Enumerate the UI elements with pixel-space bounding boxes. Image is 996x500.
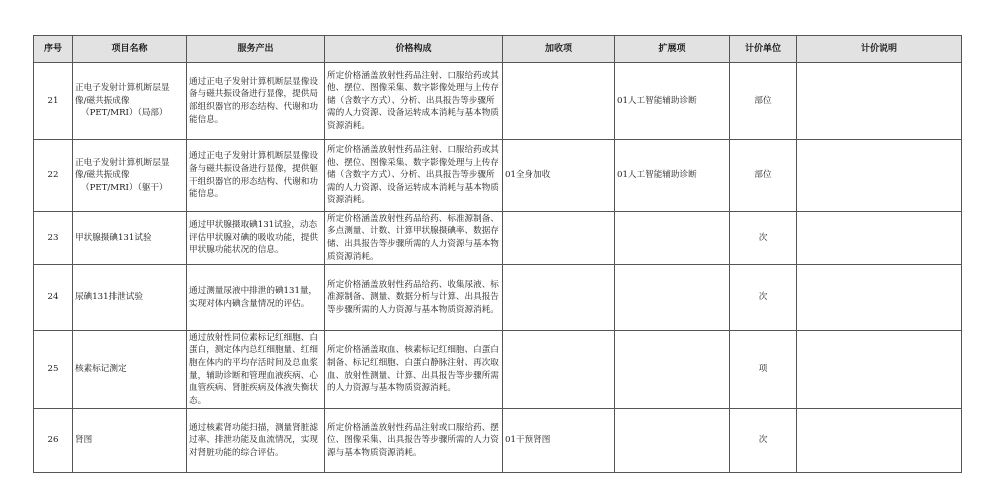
row-no: 23 bbox=[34, 212, 73, 265]
pricing-table bbox=[33, 35, 962, 473]
row-extra: 01干预肾图 bbox=[503, 409, 615, 473]
row-unit: 部位 bbox=[730, 140, 797, 212]
row-note bbox=[797, 331, 962, 409]
header-cell-unit: 计价单位 bbox=[730, 36, 797, 63]
row-name-line: 正电子发射计算机断层显 bbox=[75, 157, 170, 168]
header-cell-price: 价格构成 bbox=[325, 36, 503, 63]
header-cell-extra: 加收项 bbox=[503, 36, 615, 63]
row-name-line: （PET/MRI）（局部） bbox=[81, 108, 168, 119]
header-cell-name: 项目名称 bbox=[73, 36, 187, 63]
row-name-line: 尿碘131排泄试验 bbox=[75, 292, 143, 303]
row-output: 通过放射性同位素标记红细胞、白蛋白，测定体内总红细胞量、红细胞在体内的平均存活时间及总血浆量，辅助诊断和管理血液疾病、心血管疾病、肾脏疾病及体液失衡状态。 bbox=[187, 331, 325, 409]
header-cell-no: 序号 bbox=[34, 36, 73, 63]
row-unit: 次 bbox=[730, 409, 797, 473]
row-name bbox=[73, 265, 187, 331]
row-price: 所定价格涵盖放射性药品注射、口服给药或其他、摆位、图像采集、数字影像处理与上传存储（含数字方式）、分析、出具报告等步骤所需的人力资源、设备运转成本消耗与基本物质资源消耗。 bbox=[325, 140, 503, 212]
row-extra bbox=[503, 265, 615, 331]
row-no: 24 bbox=[34, 265, 73, 331]
row-extension bbox=[615, 409, 730, 473]
row-name bbox=[73, 331, 187, 409]
row-note bbox=[797, 140, 962, 212]
row-no: 26 bbox=[34, 409, 73, 473]
row-note bbox=[797, 409, 962, 473]
row-name bbox=[73, 140, 187, 212]
row-name bbox=[73, 212, 187, 265]
row-unit: 次 bbox=[730, 212, 797, 265]
row-extension bbox=[615, 212, 730, 265]
table-row bbox=[34, 331, 962, 409]
row-note bbox=[797, 63, 962, 140]
row-name-line: 甲状腺摄碘131试验 bbox=[75, 232, 152, 243]
row-price: 所定价格涵盖放射性药品注射、口服给药或其他、摆位、图像采集、数字影像处理与上传存储（含数字方式）、分析、出具报告等步骤所需的人力资源、设备运转成本消耗与基本物质资源消耗。 bbox=[325, 63, 503, 140]
row-price: 所定价格涵盖放射性药品给药、收集尿液、标准源制备、测量、数据分析与计算、出具报告等步骤所需的人力资源与基本物质资源消耗。 bbox=[325, 265, 503, 331]
row-name-line: 像/磁共振成像 bbox=[75, 170, 130, 181]
row-output: 通过正电子发射计算机断层显像设备与磁共振设备进行显像，提供局部组织器官的形态结构、代谢和功能信息。 bbox=[187, 63, 325, 140]
row-extra bbox=[503, 331, 615, 409]
row-note bbox=[797, 212, 962, 265]
row-extra bbox=[503, 63, 615, 140]
row-output: 通过测量尿液中排泄的碘131量，实现对体内碘含量情况的评估。 bbox=[187, 265, 325, 331]
table-row bbox=[34, 265, 962, 331]
row-price: 所定价格涵盖放射性药品注射或口服给药、摆位、图像采集、出具报告等步骤所需的人力资源与基本物质资源消耗。 bbox=[325, 409, 503, 473]
row-extra bbox=[503, 212, 615, 265]
row-price: 所定价格涵盖放射性药品给药、标准源制备、多点测量、计数、计算甲状腺摄碘率、数据存储、出具报告等步骤所需的人力资源与基本物质资源消耗。 bbox=[325, 212, 503, 265]
row-name bbox=[73, 63, 187, 140]
table-row bbox=[34, 63, 962, 140]
row-name-line: 肾图 bbox=[75, 435, 93, 446]
row-extension: 01人工智能辅助诊断 bbox=[615, 140, 730, 212]
table-header-row bbox=[34, 36, 962, 63]
table-row bbox=[34, 409, 962, 473]
pricing-table-sheet bbox=[33, 35, 962, 473]
row-name-line: 正电子发射计算机断层显 bbox=[75, 83, 170, 94]
row-output: 通过甲状腺摄取碘131试验，动态评估甲状腺对碘的吸收功能，提供甲状腺功能状况的信息。 bbox=[187, 212, 325, 265]
row-price: 所定价格涵盖取血、核素标记红细胞、白蛋白制备、标记红细胞、白蛋白静脉注射、再次取血、放射性测量、计算、出具报告等步骤所需的人力资源与基本物质资源消耗。 bbox=[325, 331, 503, 409]
row-name-line: （PET/MRI）（躯干） bbox=[81, 182, 168, 193]
row-name bbox=[73, 409, 187, 473]
header-cell-note: 计价说明 bbox=[797, 36, 962, 63]
table-row bbox=[34, 212, 962, 265]
row-extension bbox=[615, 265, 730, 331]
row-extension: 01人工智能辅助诊断 bbox=[615, 63, 730, 140]
row-no: 21 bbox=[34, 63, 73, 140]
header-cell-extension: 扩展项 bbox=[615, 36, 730, 63]
row-unit: 项 bbox=[730, 331, 797, 409]
row-output: 通过核素肾功能扫描，测量肾脏滤过率、排泄功能及血流情况，实现对肾脏功能的综合评估。 bbox=[187, 409, 325, 473]
row-output: 通过正电子发射计算机断层显像设备与磁共振设备进行显像，提供躯干组织器官的形态结构、代谢和功能信息。 bbox=[187, 140, 325, 212]
row-no: 25 bbox=[34, 331, 73, 409]
row-no: 22 bbox=[34, 140, 73, 212]
row-name-line: 核素标记测定 bbox=[75, 364, 127, 375]
table-row bbox=[34, 140, 962, 212]
row-extra: 01全身加收 bbox=[503, 140, 615, 212]
row-name-line: 像/磁共振成像 bbox=[75, 95, 130, 106]
row-unit: 部位 bbox=[730, 63, 797, 140]
row-unit: 次 bbox=[730, 265, 797, 331]
row-extension bbox=[615, 331, 730, 409]
row-note bbox=[797, 265, 962, 331]
header-cell-output: 服务产出 bbox=[187, 36, 325, 63]
